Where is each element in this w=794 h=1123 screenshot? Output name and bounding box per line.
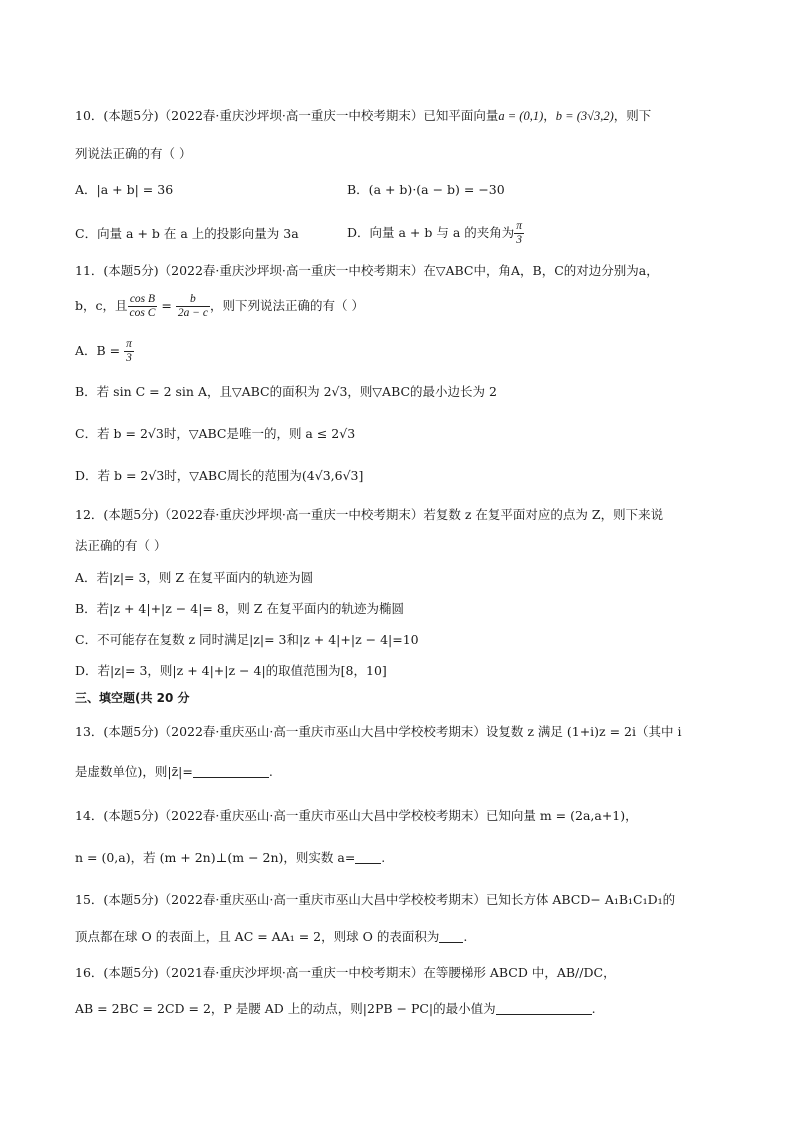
q12-option-b: B．若|z + 4|+|z − 4|= 8，则 Z 在复平面内的轨迹为椭圆 [75,601,404,616]
q16-stem-line2: AB = 2BC = 2CD = 2，P 是腰 AD 上的动点，则|2PB − PC|的最小值为 . [75,1001,596,1016]
q15-stem-line1: 15．(本题5分)（2022春·重庆巫山·高一重庆市巫山大昌中学校校考期末）已知长方体 ABCD− A₁B₁C₁D₁的 [75,892,676,907]
q12-stem-line1: 12．(本题5分)（2022春·重庆沙坪坝·高一重庆一中校考期末）若复数 z 在复平面对应的点为 Z，则下来说 [75,507,664,522]
q11-fraction-b: $\frac{b}{2a - c}$ [177,293,208,319]
q15-answer-blank[interactable] [439,930,463,943]
q11-stem-line1: 11．(本题5分)（2022春·重庆沙坪坝·高一重庆一中校考期末）在▽ABC中，角A，B，C的对边分别为a， [75,263,659,278]
q12-option-a: A．若|z|= 3，则 Z 在复平面内的轨迹为圆 [75,570,314,585]
q10-option-c: C．向量 a + b 在 a 上的投影向量为 3a [75,226,299,241]
q12-stem-line2: 法正确的有（ ） [75,538,167,553]
q14-answer-blank[interactable] [355,851,381,864]
q16-answer-blank[interactable] [496,1002,592,1015]
q10-option-d-fraction: $\frac{\pi}{3}$ [516,220,523,246]
q13-stem-line1: 13．(本题5分)（2022春·重庆巫山·高一重庆市巫山大昌中学校校考期末）设复数 z 满足 (1+i)z = 2i（其中 i [75,724,682,739]
q12-option-c: C．不可能存在复数 z 同时满足|z|= 3和|z + 4|+|z − 4|=10 [75,632,419,647]
q11-option-d: D．若 b = 2√3时，▽ABC周长的范围为(4√3,6√3] [75,468,364,483]
q10-option-d: D．向量 a + b 与 a 的夹角为 $\frac{\pi}{3}$ [347,220,523,246]
q14-stem-line2: n = (0,a)，若 (m + 2n)⊥(m − 2n)，则实数 a= . [75,850,386,865]
q13-answer-blank[interactable] [193,765,269,778]
q11-option-c: C．若 b = 2√3时，▽ABC是唯一的，则 a ≤ 2√3 [75,426,356,441]
q15-stem-line2: 顶点都在球 O 的表面上，且 AC = AA₁ = 2，则球 O 的表面积为 . [75,929,468,944]
q12-option-d: D．若|z|= 3，则|z + 4|+|z − 4|的取值范围为[8，10] [75,663,387,678]
q11-option-b: B．若 sin C = 2 sin A，且▽ABC的面积为 2√3，则▽ABC的最小边长为 2 [75,384,497,399]
q11-option-a: A．B = $\frac{\pi}{3}$ [75,338,132,364]
q11-fraction-cos: $\frac{\text{cos B}}{\text{cos C}}$ [129,293,156,319]
q10-option-b: B．(a + b)·(a − b) = −30 [347,182,505,197]
section-title-fill-in: 三、填空题(共 20 分 [75,691,190,705]
q11-option-a-fraction: $\frac{\pi}{3}$ [126,338,132,364]
q11-stem-line2: b，c，且 $\frac{\text{cos B}}{\text{cos C}}$ = $\frac{b}{2a - c}$ ，则下列说法正确的有（ ） [75,293,364,319]
q13-stem-line2: 是虚数单位)，则|z̄|= . [75,764,273,779]
q10-stem-line1: 10．(本题5分)（2022春·重庆沙坪坝·高一重庆一中校考期末）已知平面向量a = (0,1)，b = (3√3,2)，则下 [75,108,652,123]
q10-option-a: A．|a + b| = 36 [75,182,174,197]
q10-stem-line2: 列说法正确的有（ ） [75,146,192,161]
q16-stem-line1: 16．(本题5分)（2021春·重庆沙坪坝·高一重庆一中校考期末）在等腰梯形 ABCD 中，AB//DC， [75,965,616,980]
q14-stem-line1: 14．(本题5分)（2022春·重庆巫山·高一重庆市巫山大昌中学校校考期末）已知向量 m = (2a,a+1)， [75,808,638,823]
